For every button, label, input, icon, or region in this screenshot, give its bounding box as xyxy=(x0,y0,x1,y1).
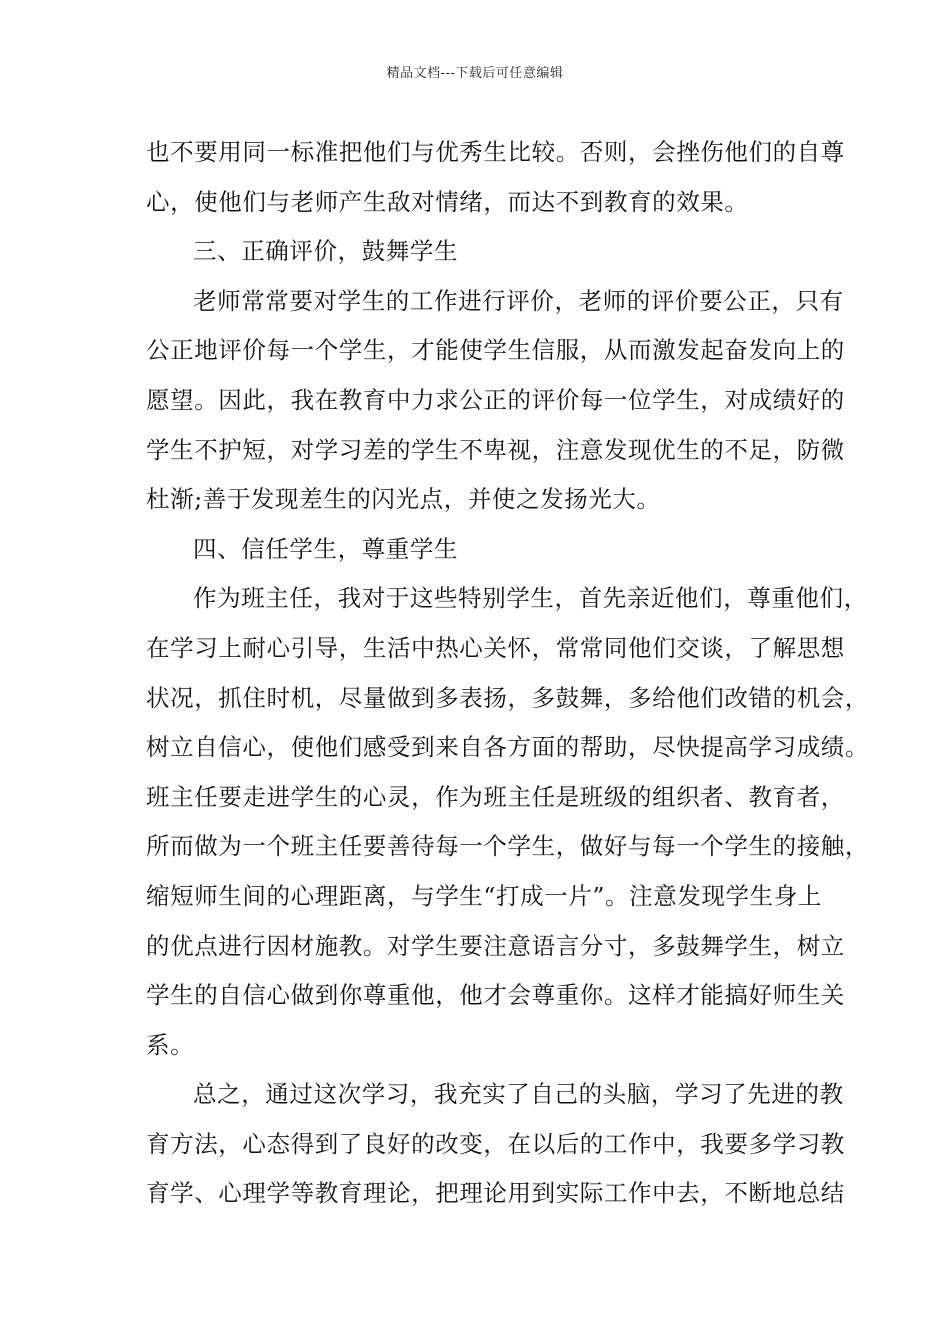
text-line: 所而做为一个班主任要善待每一个学生，做好与每一个学生的接触， xyxy=(146,832,869,861)
text-line: 愿望。因此，我在教育中力求公正的评价每一位学生，对成绩好的 xyxy=(146,385,845,414)
text-line: 的优点进行因材施教。对学生要注意语言分寸，多鼓舞学生，树立 xyxy=(146,931,845,960)
text-line: 老师常常要对学生的工作进行评价，老师的评价要公正，只有 xyxy=(193,286,844,315)
text-line: 学生不护短，对学习差的学生不卑视，注意发现优生的不足，防微 xyxy=(146,435,845,464)
text-line: 心，使他们与老师产生敌对情绪，而达不到教育的效果。 xyxy=(146,187,749,216)
text-line: 三、正确评价，鼓舞学生 xyxy=(193,237,459,266)
page-header: 精品文档---下载后可任意编辑 xyxy=(386,66,564,81)
text-line: 班主任要走进学生的心灵，作为班主任是班级的组织者、教育者， xyxy=(146,782,845,811)
text-line: 作为班主任，我对于这些特别学生，首先亲近他们，尊重他们， xyxy=(193,584,868,613)
text-line: 在学习上耐心引导，生活中热心关怀，常常同他们交谈，了解思想 xyxy=(146,633,845,662)
text-line: 也不要用同一标准把他们与优秀生比较。否则，会挫伤他们的自尊 xyxy=(146,138,845,166)
text-line: 育学、心理学等教育理论，把理论用到实际工作中去，不断地总结 xyxy=(146,1179,845,1208)
text-line: 四、信任学生，尊重学生 xyxy=(193,534,459,563)
text-line: 系。 xyxy=(146,1030,195,1059)
text-line: 学生的自信心做到你尊重他，他才会尊重你。这样才能搞好师生关 xyxy=(146,981,845,1010)
text-line: 育方法，心态得到了良好的改变，在以后的工作中，我要多学习教 xyxy=(146,1129,845,1158)
text-line: 公正地评价每一个学生，才能使学生信服，从而激发起奋发向上的 xyxy=(146,336,845,365)
document-body xyxy=(146,128,869,1219)
text-line: 缩短师生间的心理距离，与学生“打成一片”。注意发现学生身上 xyxy=(146,881,822,910)
text-line: 树立自信心，使他们感受到来自各方面的帮助，尽快提高学习成绩。 xyxy=(146,733,869,762)
text-line: 状况，抓住时机，尽量做到多表扬，多鼓舞，多给他们改错的机会， xyxy=(146,683,869,712)
text-line: 总之，通过这次学习，我充实了自己的头脑，学习了先进的教 xyxy=(193,1080,844,1109)
text-line: 杜渐;善于发现差生的闪光点，并使之发扬光大。 xyxy=(146,485,661,514)
